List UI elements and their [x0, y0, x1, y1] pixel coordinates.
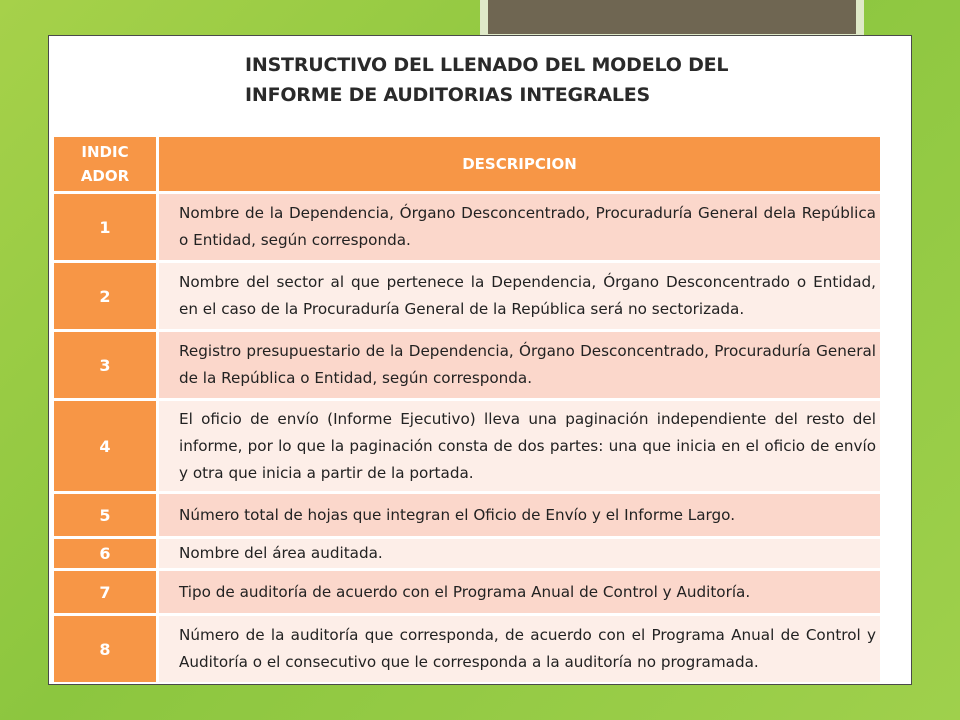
row-indicator: 1 — [54, 194, 156, 260]
table-row — [54, 263, 880, 329]
row-description: Registro presupuestario de la Dependencia, Órgano Desconcentrado, Procuraduría General de la República o Entidad, según corresponda. — [159, 332, 880, 398]
row-description: Número de la auditoría que corresponda, de acuerdo con el Programa Anual de Control y Auditoría o el consecutivo que le corresponda a la auditoría no programada. — [159, 616, 880, 682]
row-indicator: 5 — [54, 494, 156, 536]
header-indicador-line-2: ADOR — [80, 167, 130, 185]
table-row — [54, 194, 880, 260]
table-header-row — [54, 137, 880, 191]
table-row — [54, 571, 880, 613]
table-row — [54, 494, 880, 536]
instructions-table — [51, 134, 883, 685]
row-indicator: 6 — [54, 539, 156, 568]
row-indicator: 7 — [54, 571, 156, 613]
title-line-2: INFORME DE AUDITORIAS INTEGRALES — [245, 84, 651, 106]
row-description: Nombre del sector al que pertenece la Dependencia, Órgano Desconcentrado o Entidad, en el caso de la Procuraduría General de la República será no sectorizada. — [159, 263, 880, 329]
header-descripcion: DESCRIPCION — [159, 137, 880, 191]
title-line-1: INSTRUCTIVO DEL LLENADO DEL MODELO DEL — [245, 54, 729, 76]
header-indicador-line-1: INDIC — [81, 143, 129, 161]
row-description: Nombre del área auditada. — [159, 539, 880, 568]
table-row — [54, 539, 880, 568]
table-row — [54, 616, 880, 682]
table-row — [54, 401, 880, 491]
top-decoration-bar — [488, 0, 856, 34]
row-description: Tipo de auditoría de acuerdo con el Programa Anual de Control y Auditoría. — [159, 571, 880, 613]
row-description: Nombre de la Dependencia, Órgano Desconcentrado, Procuraduría General dela República o Entidad, según corresponda. — [159, 194, 880, 260]
row-indicator: 4 — [54, 401, 156, 491]
content-panel — [48, 35, 912, 685]
row-description: Número total de hojas que integran el Oficio de Envío y el Informe Largo. — [159, 494, 880, 536]
row-indicator: 8 — [54, 616, 156, 682]
page-title — [245, 50, 845, 110]
header-indicador — [54, 137, 156, 191]
table-row — [54, 332, 880, 398]
row-indicator: 2 — [54, 263, 156, 329]
row-indicator: 3 — [54, 332, 156, 398]
row-description: El oficio de envío (Informe Ejecutivo) lleva una paginación independiente del resto del informe, por lo que la paginación consta de dos partes: una que inicia en el oficio de envío y otra que inicia a partir de la portada. — [159, 401, 880, 491]
